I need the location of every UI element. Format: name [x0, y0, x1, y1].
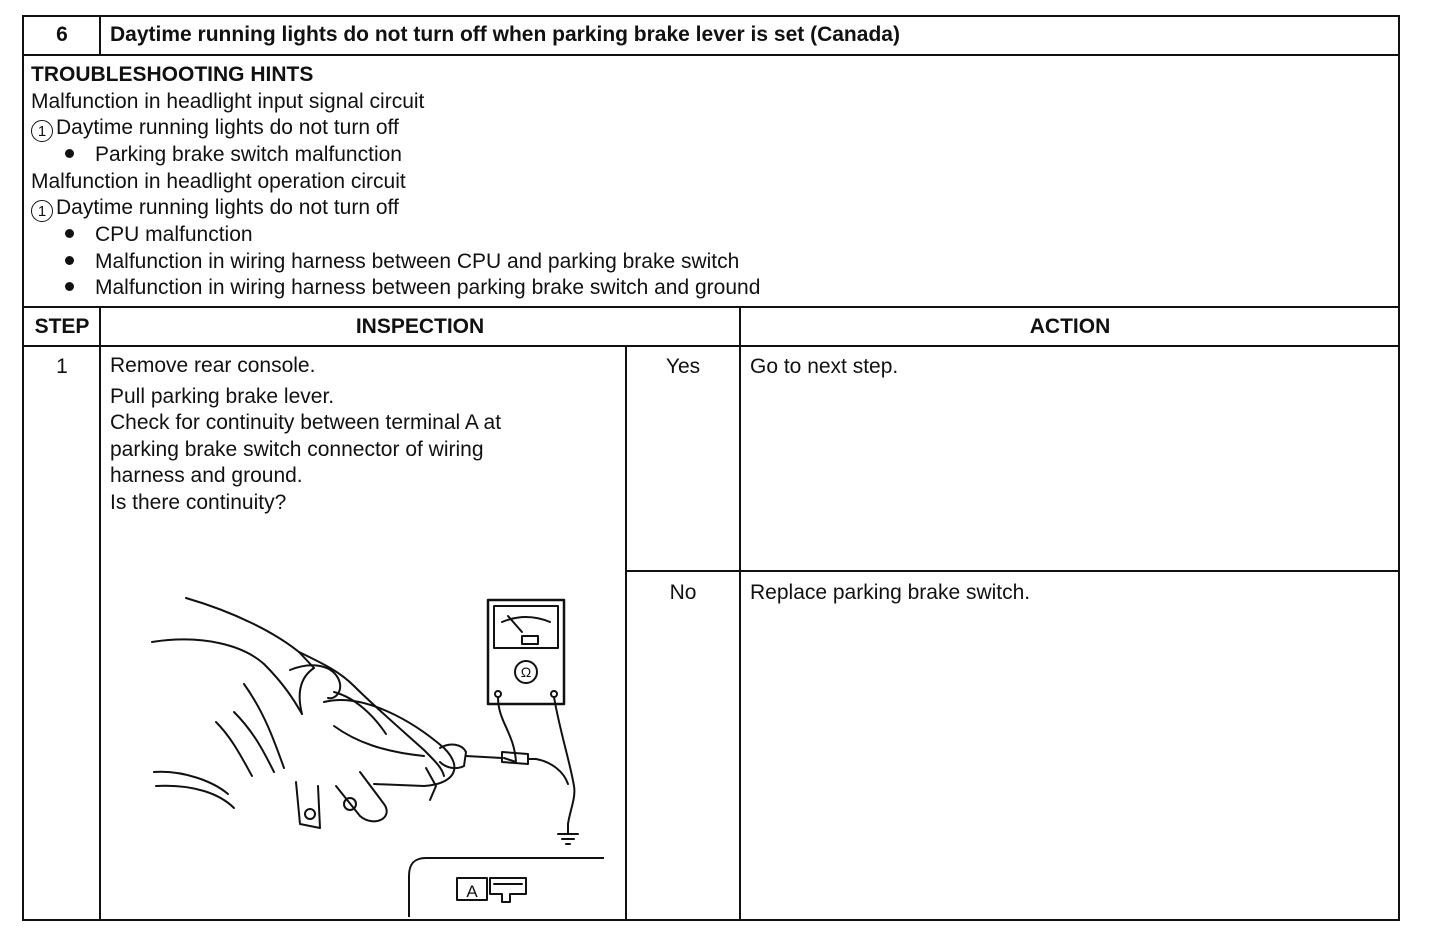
- bullet-icon: [65, 229, 74, 238]
- troubleshooting-table: [22, 15, 1400, 921]
- bullet-icon: [65, 256, 74, 265]
- hint-group-heading: Malfunction in headlight operation circuit: [31, 169, 406, 193]
- hint-cause: CPU malfunction: [31, 222, 1391, 249]
- column-action: ACTION: [1029, 315, 1111, 338]
- section-number: 6: [56, 23, 68, 46]
- terminal-label: A: [466, 882, 478, 901]
- hint-cause: Malfunction in wiring harness between CPU and parking brake switch: [31, 249, 1391, 276]
- no-action: Replace parking brake switch.: [750, 581, 1031, 604]
- yes-action: Go to next step.: [750, 355, 899, 378]
- hint-symptom: 1 Daytime running lights do not turn off: [31, 195, 1391, 222]
- yes-label: Yes: [665, 355, 701, 378]
- bullet-icon: [65, 282, 74, 291]
- no-label: No: [669, 581, 697, 604]
- step-number: 1: [56, 355, 68, 378]
- inspection-text: Remove rear console. Pull parking brake lever. Check for continuity between terminal A at parking brake switch connector of wiring harness and ground. Is there continuity?: [110, 354, 502, 514]
- hint-cause: Malfunction in wiring harness between parking brake switch and ground: [31, 275, 1391, 302]
- hint-symptom: 1 Daytime running lights do not turn off: [31, 115, 1391, 142]
- circled-number-icon: 1: [31, 200, 53, 222]
- column-step: STEP: [34, 315, 90, 338]
- hints-heading: TROUBLESHOOTING HINTS: [31, 63, 314, 86]
- title-row: [24, 17, 1398, 56]
- column-header-row: [24, 308, 1398, 347]
- inspection-illustration: [124, 572, 604, 917]
- troubleshooting-hints: [24, 56, 1398, 308]
- column-inspection: INSPECTION: [355, 315, 485, 338]
- hint-group-heading: Malfunction in headlight input signal circuit: [31, 89, 425, 113]
- bullet-icon: [65, 149, 74, 158]
- section-title: Daytime running lights do not turn off when parking brake lever is set (Canada): [110, 23, 900, 46]
- hint-cause: Parking brake switch malfunction: [31, 142, 1391, 169]
- ohm-symbol: Ω: [520, 664, 532, 680]
- circled-number-icon: 1: [31, 120, 53, 142]
